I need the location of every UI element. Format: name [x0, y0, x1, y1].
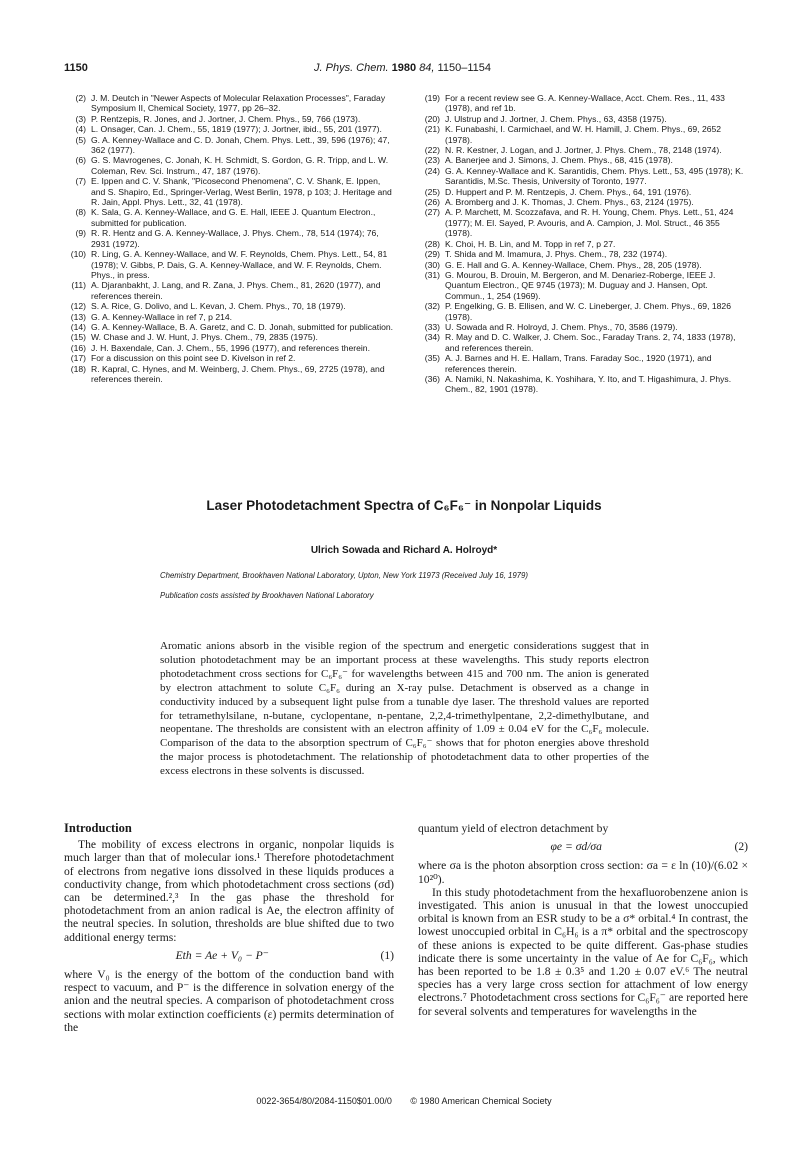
reference-text: S. A. Rice, G. Dolivo, and L. Kevan, J. Chem. Phys., 70, 18 (1979). [91, 301, 346, 312]
reference-text: P. Engelking, G. B. Ellisen, and W. C. Lineberger, J. Chem. Phys., 69, 1826 (1978). [445, 301, 731, 322]
intro-paragraph-1: The mobility of excess electrons in organic, nonpolar liquids is much larger than that of molecular ions.¹ Therefore photodetachment of electrons from negative ions dissolved in these liquids produces a conductivity change, from which photodetachment cross sections (σd) can be determined.²,³ In the gas phase the threshold for photodetachment from an anion radical is Ae, the electron affinity of the neutral species. In solution, thresholds are blue shifted due to two additional energy terms: [64, 838, 394, 944]
equation-1-expression: Eth = Ae + V₀ − P⁻ [175, 948, 269, 962]
reference-item [418, 249, 748, 259]
reference-item [418, 187, 748, 197]
equation-1 [64, 949, 394, 962]
reference-number: (27) [424, 207, 440, 218]
reference-text: G. Mourou, B. Drouin, M. Bergeron, and M. Denariez-Roberge, IEEE J. Quantum Electron., QE 9745 (1973); M. Duguay and J. Hansen, Opt. Commun., 1, 254 (1969). [445, 269, 716, 301]
reference-item [64, 343, 394, 353]
references-right-column [418, 93, 748, 395]
reference-number: (19) [424, 93, 440, 103]
reference-number: (6) [75, 155, 86, 166]
reference-item [64, 353, 394, 363]
journal-name: J. Phys. Chem. [314, 62, 389, 74]
reference-text: A. J. Barnes and H. E. Hallam, Trans. Faraday Soc., 1920 (1971), and references therein. [445, 353, 712, 374]
reference-text: N. R. Kestner, J. Logan, and J. Jortner, J. Phys. Chem., 78, 2148 (1974). [445, 145, 722, 156]
body-right-column [418, 822, 748, 1018]
reference-text: W. Chase and J. W. Hunt, J. Phys. Chem., 79, 2835 (1975). [91, 332, 318, 343]
reference-text: K. Choi, H. B. Lin, and M. Topp in ref 7, p 27. [445, 238, 616, 249]
reference-item [64, 93, 394, 114]
reference-number: (5) [75, 134, 86, 145]
reference-text: A. Banerjee and J. Simons, J. Chem. Phys., 68, 415 (1978). [445, 155, 673, 166]
reference-item [64, 228, 394, 249]
reference-number: (26) [424, 197, 440, 208]
reference-item [418, 332, 748, 353]
reference-number: (36) [424, 373, 440, 384]
reference-number: (23) [424, 155, 440, 166]
journal-year: 1980 [391, 62, 417, 74]
article-title: Laser Photodetachment Spectra of C₆F₆⁻ in Nonpolar Liquids [206, 498, 602, 513]
page-number: 1150 [64, 62, 88, 74]
references-left-column [64, 93, 394, 384]
publication-costs-note: Publication costs assisted by Brookhaven National Laboratory [160, 591, 374, 600]
reference-number: (35) [424, 353, 440, 364]
reference-text: U. Sowada and R. Holroyd, J. Chem. Phys., 70, 3586 (1979). [445, 321, 678, 332]
reference-text: E. Ippen and C. V. Shank, "Picosecond Phenomena", C. V. Shank, E. Ippen, and S. Shapiro, Ed., Springer-Verlag, West Berlin, 1978, p 103; J. Heritage and R. Jain, Appl. Phys. Lett., 32, 41 (1978). [91, 176, 392, 208]
section-heading-introduction: Introduction [64, 821, 132, 835]
reference-item [418, 93, 748, 114]
reference-text: J. H. Baxendale, Can. J. Chem., 55, 1996 (1977), and references therein. [91, 342, 370, 353]
page-header [64, 62, 744, 78]
reference-item [64, 114, 394, 124]
reference-number: (31) [424, 269, 440, 280]
reference-text: T. Shida and M. Imamura, J. Phys. Chem., 78, 232 (1974). [445, 249, 668, 260]
journal-volume: 84, [419, 62, 435, 74]
reference-number: (21) [424, 124, 440, 135]
abstract: Aromatic anions absorb in the visible region of the spectrum and energetic considerations suggest that in solution photodetachment may be an important process at these wavelengths. This study reports electron photodetachment cross sections for C₆F₆⁻ for wavelengths between 415 and 700 nm. The anion is generated by electron attachment to solute C₆F₆ during an X-ray pulse. Detachment is observed as a change in conductivity induced by a subsequent light pulse from a tunable dye laser. The threshold values are reported for tetramethylsilane, n-butane, cyclopentane, n-pentane, 2,2,4-trimethylpentane, 2,2-dimethylbutane, and neopentane. The thresholds are consistent with an electron affinity of 1.09 ± 0.04 eV for the C₆F₆ molecule. Comparison of the data to the absorption spectrum of C₆F₆⁻ shows that for photon energies above threshold the major process is photodetachment. The relationship of photodetachment data to other properties of the excess electrons in these solvents is discussed. [160, 640, 649, 778]
reference-item [418, 155, 748, 165]
reference-text: P. Rentzepis, R. Jones, and J. Jortner, J. Chem. Phys., 59, 766 (1973). [91, 113, 361, 124]
equation-1-number: (1) [380, 948, 394, 962]
reference-number: (14) [70, 321, 86, 332]
reference-number: (33) [424, 321, 440, 332]
reference-text: K. Funabashi, I. Carmichael, and W. H. Hamill, J. Chem. Phys., 69, 2652 (1978). [445, 124, 722, 145]
reference-number: (4) [75, 124, 86, 135]
body-left-column [64, 822, 394, 1034]
reference-item [64, 135, 394, 156]
reference-number: (12) [70, 301, 86, 312]
reference-text: A. Bromberg and J. K. Thomas, J. Chem. Phys., 63, 2124 (1975). [445, 197, 694, 208]
reference-item [64, 249, 394, 280]
reference-number: (8) [75, 207, 86, 218]
reference-number: (13) [70, 311, 86, 322]
right-paragraph-2: where σa is the photon absorption cross section: σa = ε ln (10)/(6.02 × 10²⁰). [418, 859, 748, 886]
reference-text: G. A. Kenney-Wallace, B. A. Garetz, and C. D. Jonah, submitted for publication. [91, 321, 394, 332]
reference-item [418, 322, 748, 332]
reference-item [64, 332, 394, 342]
reference-item [418, 301, 748, 322]
journal-pages: 1150–1154 [437, 62, 491, 74]
equation-2-expression: φe = σd/σa [550, 840, 602, 854]
reference-number: (24) [424, 165, 440, 176]
reference-text: D. Huppert and P. M. Rentzepis, J. Chem. Phys., 64, 191 (1976). [445, 186, 692, 197]
reference-text: G. S. Mavrogenes, C. Jonah, K. H. Schmidt, S. Gordon, G. R. Tripp, and L. W. Coleman, Rev. Sci. Instrum., 47, 187 (1976). [91, 155, 389, 176]
reference-item [64, 322, 394, 332]
page-footer [0, 1096, 808, 1106]
reference-number: (10) [70, 249, 86, 260]
reference-number: (28) [424, 238, 440, 249]
copyright-notice: © 1980 American Chemical Society [410, 1096, 552, 1106]
reference-item [64, 364, 394, 385]
article-code: 0022-3654/80/2084-1150$01.00/0 [256, 1096, 392, 1106]
reference-text: G. A. Kenney-Wallace and K. Sarantidis, Chem. Phys. Lett., 53, 495 (1978); K. Sarantidis, M.Sc. Thesis, University of Toronto, 1977. [445, 165, 744, 187]
reference-number: (15) [70, 332, 86, 343]
reference-number: (32) [424, 301, 440, 312]
reference-item [418, 145, 748, 155]
journal-citation [314, 62, 491, 74]
reference-text: A. Djaranbakht, J. Lang, and R. Zana, J. Phys. Chem., 81, 2620 (1977), and references therein. [91, 280, 381, 301]
reference-item [64, 207, 394, 228]
reference-text: R. Ling, G. A. Kenney-Wallace, and W. F. Reynolds, Chem. Phys. Lett., 54, 81 (1978); V. Gibbs, P. Dais, G. A. Kenney-Wallace, and W. F. Reynolds, Chem. Phys., in press. [91, 249, 388, 280]
reference-text: R. May and D. C. Walker, J. Chem. Soc., Faraday Trans. 2, 74, 1833 (1978), and references therein. [445, 332, 736, 353]
article-authors: Ulrich Sowada and Richard A. Holroyd* [310, 545, 498, 556]
reference-item [64, 312, 394, 322]
reference-number: (7) [75, 176, 86, 187]
reference-item [418, 197, 748, 207]
reference-number: (9) [75, 228, 86, 239]
reference-number: (29) [424, 249, 440, 260]
reference-number: (22) [424, 145, 440, 156]
reference-item [418, 239, 748, 249]
reference-number: (3) [75, 113, 86, 124]
reference-item [418, 124, 748, 145]
reference-item [64, 155, 394, 176]
reference-item [418, 166, 748, 187]
reference-text: A. Namiki, N. Nakashima, K. Yoshihara, Y. Ito, and T. Higashimura, J. Phys. Chem., 82, 1901 (1978). [445, 373, 732, 395]
reference-text: J. M. Deutch in "Newer Aspects of Molecular Relaxation Processes", Faraday Symposium II, Chemical Society, 1977, pp 26–32. [91, 93, 386, 114]
reference-item [418, 114, 748, 124]
reference-text: L. Onsager, Can. J. Chem., 55, 1819 (1977); J. Jortner, ibid., 55, 201 (1977). [91, 124, 382, 135]
reference-text: K. Sala, G. A. Kenney-Wallace, and G. E. Hall, IEEE J. Quantum Electron., submitted for publication. [91, 207, 376, 228]
reference-item [64, 176, 394, 207]
reference-number: (25) [424, 186, 440, 197]
reference-text: R. Kapral, C. Hynes, and M. Weinberg, J. Chem. Phys., 69, 2725 (1978), and references therein. [91, 363, 385, 384]
right-paragraph-1: quantum yield of electron detachment by [418, 822, 609, 835]
reference-item [418, 353, 748, 374]
right-paragraph-3: In this study photodetachment from the hexafluorobenzene anion is investigated. This anion is unusual in that the lowest unoccupied orbital is known from an ESR study to be a σ* orbital.⁴ In contrast, the lowest unoccupied orbital in C₆H₆ is a π* orbital and the spectroscopy of these anions is expected to be quite different. Gas-phase studies indicate there is some uncertainty in the value of Ae for C₆F₆, which has been reported to be 1.8 ± 0.3⁵ and 1.20 ± 0.07 eV.⁶ The neutral species has a very large cross section for attachment of low energy electrons.⁷ Photodetachment cross sections for C₆F₆⁻ are reported here for several solvents and temperatures for wavelengths in the [418, 885, 748, 1018]
reference-item [418, 270, 748, 301]
reference-text: For a recent review see G. A. Kenney-Wallace, Acct. Chem. Res., 11, 433 (1978), and ref 1b. [445, 93, 725, 114]
reference-text: G. E. Hall and G. A. Kenney-Wallace, Chem. Phys., 28, 205 (1978). [445, 259, 702, 270]
reference-item [418, 374, 748, 395]
reference-text: A. P. Marchett, M. Scozzafava, and R. H. Young, Chem. Phys. Lett., 51, 424 (1977); M. El. Sayed, P. Avouris, and A. Campion, J. Mol. Struct., 46 355 (1978). [445, 207, 734, 239]
reference-item [64, 280, 394, 301]
reference-text: G. A. Kenney-Wallace and C. D. Jonah, Chem. Phys. Lett., 39, 596 (1976); 47, 362 (1977). [91, 134, 390, 156]
reference-item [64, 124, 394, 134]
reference-number: (17) [70, 353, 86, 364]
reference-text: R. R. Hentz and G. A. Kenney-Wallace, J. Phys. Chem., 78, 514 (1974); 76, 2931 (1972). [91, 228, 379, 249]
reference-item [418, 207, 748, 238]
reference-number: (16) [70, 342, 86, 353]
intro-paragraph-2: where V₀ is the energy of the bottom of the conduction band with respect to vacuum, and P⁻ is the difference in solvation energy of the anion and the neutral species. A comparison of photodetachment cross sections with molar extinction coefficients (ε) permits determination of the [64, 968, 394, 1034]
equation-2 [418, 840, 748, 853]
reference-number: (34) [424, 332, 440, 343]
reference-text: G. A. Kenney-Wallace in ref 7, p 214. [91, 311, 233, 322]
reference-item [418, 260, 748, 270]
reference-number: (11) [71, 280, 86, 291]
reference-text: J. Ulstrup and J. Jortner, J. Chem. Phys., 63, 4358 (1975). [445, 113, 667, 124]
reference-text: For a discussion on this point see D. Kivelson in ref 2. [91, 353, 296, 364]
reference-number: (2) [75, 93, 86, 103]
reference-number: (18) [70, 363, 86, 374]
reference-number: (20) [424, 113, 440, 124]
reference-number: (30) [424, 259, 440, 270]
article-affiliation: Chemistry Department, Brookhaven National Laboratory, Upton, New York 11973 (Received July 16, 1979) [160, 571, 528, 580]
equation-2-number: (2) [734, 840, 748, 854]
reference-item [64, 301, 394, 311]
